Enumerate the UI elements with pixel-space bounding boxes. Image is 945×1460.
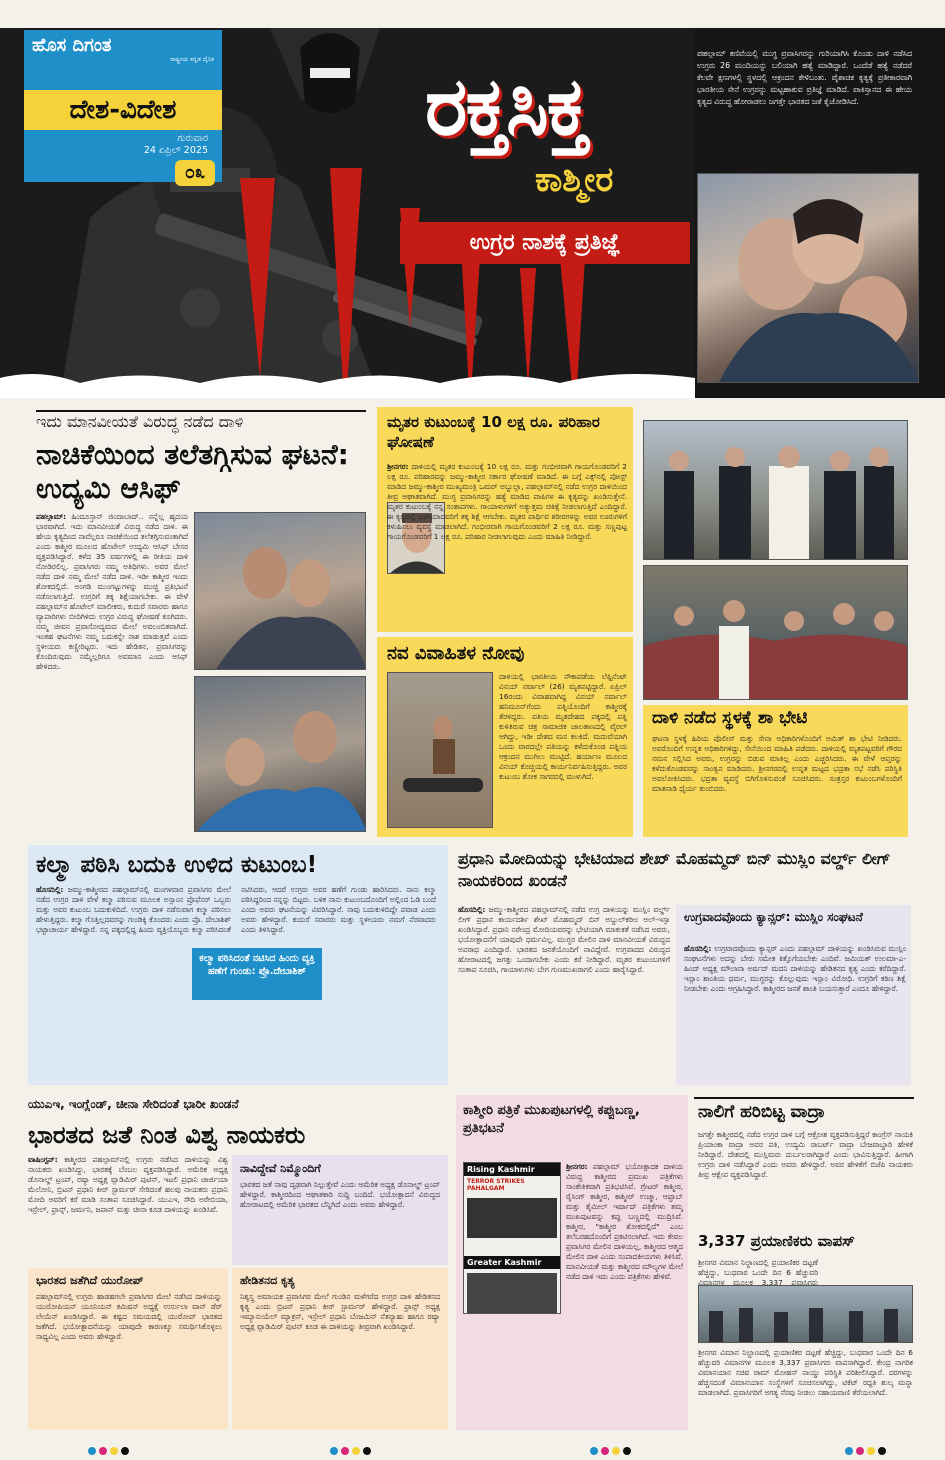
story5-dateline: ಹೊಸದಿಲ್ಲಿ: xyxy=(36,885,64,894)
paper-tagline: ರಾಷ್ಟ್ರೀಯ ಕನ್ನಡ ದೈನಿಕ xyxy=(170,56,214,63)
story1-dateline: ಪಹಲ್ಗಾಮ್: xyxy=(36,512,67,521)
story4-body: ಘಟನಾ ಸ್ಥಳಕ್ಕೆ ಹಿರಿಯ ಪೊಲೀಸ್ ಮತ್ತು ಸೇನಾ ಅಧಿಕಾರಿಗಳೊಂದಿಗೆ ಅಮಿತ್ ಶಾ ಭೇಟಿ ನೀಡಿದರು. ಅವರೊಂದಿಗೆ ಉನ್ನತ ಅಧಿಕಾರಿಗಳಿದ್ದು, ಸೇನೆಯಿಂದ ಮಾಹಿತಿ ಪಡೆದರು. ದಾಳಿಯಲ್ಲಿ ಮೃತಪಟ್ಟವರಿಗೆ ಗೌರವ ನಮನ ಸಲ್ಲಿಸಿದ ಅವರು, ಉಗ್ರರನ್ನು ಬಿಡುವ ಮಾತಿಲ್ಲ ಎಂದು ಎಚ್ಚರಿಸಿದರು. ಈ ವೇಳೆ ಆಪ್ತರನ್ನು ಕಳೆದುಕೊಂಡವರನ್ನು ಸಾಂತ್ವನ ಮಾಡಿದರು. ಶ್ರೀನಗರದಲ್ಲಿ ಉನ್ನತ ಮಟ್ಟದ ಭದ್ರತಾ ಸಭೆ ನಡೆಸಿ ಪರಿಸ್ಥಿತಿ ಅವಲೋಕಿಸಿದರು. ಭದ್ರತಾ ವ್ಯವಸ್ಥೆ ಬಿಗಿಗೊಳಿಸುವಂತೆ ಸೂಚಿಸಿದರು. ಸಂತ್ರಸ್ತರ ಕುಟುಂಬಗಳೊಂದಿಗೆ ಮಾತನಾಡಿ ಧೈರ್ಯ ತುಂಬಿದರು. xyxy=(652,734,902,793)
story8-text: ಕಾಶ್ಮೀರದ ಪಹಲ್ಗಾಮ್‌ನಲ್ಲಿ ಉಗ್ರರು ನಡೆಸಿದ ದಾಳಿಯನ್ನು ವಿಶ್ವ ನಾಯಕರು ಖಂಡಿಸಿದ್ದು, ಭಾರತಕ್ಕೆ ಬೆಂಬಲ ವ್ಯಕ್ತಪಡಿಸಿದ್ದಾರೆ. ಅಮೆರಿಕ ಅಧ್ಯಕ್ಷ ಡೊನಾಲ್ಡ್ ಟ್ರಂಪ್, ರಷ್ಯಾ ಅಧ್ಯಕ್ಷ ವ್ಲಾಡಿಮಿರ್ ಪುಟಿನ್, ಇಟಲಿ ಪ್ರಧಾನಿ ಜಾರ್ಜಿಯಾ ಮೆಲೋನಿ, ಬ್ರಿಟನ್ ಪ್ರಧಾನಿ ಕೀರ್ ಸ್ಟಾರ್ಮರ್ ಸೇರಿದಂತೆ ಹಲವು ನಾಯಕರು ಪ್ರಧಾನಿ ಮೋದಿ ಅವರಿಗೆ ಕರೆ ಮಾಡಿ ಸಂತಾಪ ಸೂಚಿಸಿದ್ದಾರೆ. ಯುಎಇ, ಸೌದಿ ಅರೇಬಿಯಾ, ಇಸ್ರೇಲ್, ಫ್ರಾನ್ಸ್, ಜರ್ಮನಿ, ಜಪಾನ್ ಮತ್ತು ಚೀನಾ ಕೂಡ ದಾಳಿಯನ್ನು ಖಂಡಿಸಿವೆ. xyxy=(28,1155,228,1214)
story6-dateline: ಹೊಸದಿಲ್ಲಿ: xyxy=(458,905,486,914)
story3-body: ದಾಳಿಯಲ್ಲಿ ಭಾರತೀಯ ನೌಕಾಪಡೆಯ ಲೆಫ್ಟಿನೆಂಟ್ ವಿನಯ್ ನರ್ವಾಲ್ (26) ಮೃತಪಟ್ಟಿದ್ದಾರೆ. ಏಪ್ರಿಲ್ 16ರಂದು ವಿವಾಹವಾಗಿದ್ದ ವಿನಯ್ ನರ್ವಾಲ್ ಹನಿಮೂನ್‌ಗೆಂದು ಪತ್ನಿಯೊಂದಿಗೆ ಕಾಶ್ಮೀರಕ್ಕೆ ತೆರಳಿದ್ದರು. ಪತಿಯ ಮೃತದೇಹದ ಪಕ್ಕದಲ್ಲಿ ಪತ್ನಿ ಕುಳಿತಿರುವ ಚಿತ್ರ ಸಾಮಾಜಿಕ ಜಾಲತಾಣದಲ್ಲಿ ವೈರಲ್ ಆಗಿದ್ದು, ಇಡೀ ದೇಶದ ಮನ ಕಲಕಿದೆ. ಮದುವೆಯಾಗಿ ಒಂದು ವಾರದಲ್ಲೇ ಪತಿಯನ್ನು ಕಳೆದುಕೊಂಡ ಪತ್ನಿಯ ಆಕ್ರಂದನ ಮುಗಿಲು ಮುಟ್ಟಿದೆ. ಹರ್ಯಾಣ ಮೂಲದ ವಿನಯ್ ಕೊಚ್ಚಿಯಲ್ಲಿ ಕಾರ್ಯನಿರ್ವಹಿಸುತ್ತಿದ್ದರು. ಅವರ ಕುಟುಂಬ ಶೋಕ ಸಾಗರದಲ್ಲಿ ಮುಳುಗಿದೆ. xyxy=(499,672,627,781)
story9-headline[interactable]: ನಾವಿದ್ದೇವೆ ನಿಮ್ಮೊಂದಿಗೆ xyxy=(240,1162,321,1175)
story14-headline[interactable]: 3,337 ಪ್ರಯಾಣಿಕರು ವಾಪಸ್ xyxy=(698,1232,855,1250)
story14-body: ಶ್ರೀನಗರ ವಿಮಾನ ನಿಲ್ದಾಣದಲ್ಲಿ ಪ್ರಯಾಣಿಕರ ದಟ್ಟಣೆ ಹೆಚ್ಚಿದ್ದು, ಬುಧವಾರ ಒಂದೇ ದಿನ 6 ಹೆಚ್ಚುವರಿ ವಿಮಾನಗಳ ಮೂಲಕ 3,337 ಪ್ರವಾಸಿಗರು ವಾಪಸಾಗಿದ್ದಾರೆ. ಕೇಂದ್ರ ನಾಗರಿಕ ವಿಮಾನಯಾನ ಸಚಿವ ರಾಮ್ ಮೋಹನ್ ನಾಯ್ಡು ಪರಿಸ್ಥಿತಿ ಪರಿಶೀಲಿಸಿದ್ದಾರೆ. ದರಗಳನ್ನು ಹೆಚ್ಚಿಸದಂತೆ ವಿಮಾನಯಾನ ಸಂಸ್ಥೆಗಳಿಗೆ ಸೂಚಿಸಲಾಗಿದ್ದು, ಟಿಕೆಟ್ ರದ್ದತಿ ಶುಲ್ಕ ಮನ್ನಾ ಮಾಡಲಾಗಿದೆ. ಪ್ರವಾಸಿಗರಿಗೆ ಅಗತ್ಯ ನೆರವು ನೀಡಲು ಸಹಾಯವಾಣಿ ತೆರೆಯಲಾಗಿದೆ. xyxy=(698,1348,913,1397)
airport-crowd-photo xyxy=(699,1286,913,1343)
story7-dateline: ಹೊಸದಿಲ್ಲಿ: xyxy=(684,944,712,953)
story2-body xyxy=(387,462,627,627)
story14-photo[interactable] xyxy=(698,1285,913,1343)
story13-body: ಜಗತ್ತೇ ಕಾಶ್ಮೀರದಲ್ಲಿ ನಡೆದ ಉಗ್ರರ ದಾಳಿ ಬಗ್ಗೆ ಆಕ್ರೋಶ ವ್ಯಕ್ತಪಡಿಸುತ್ತಿದ್ದರೆ ಕಾಂಗ್ರೆಸ್ ನಾಯಕಿ ಪ್ರಿಯಾಂಕಾ ವಾದ್ರಾ ಅವರ ಪತಿ, ಉದ್ಯಮಿ ರಾಬರ್ಟ್ ವಾದ್ರಾ ಬೇಜವಾಬ್ದಾರಿ ಹೇಳಿಕೆ ನೀಡಿದ್ದಾರೆ. ದೇಶದಲ್ಲಿ ಮುಸ್ಲಿಮರು ದುರ್ಬಲರಾಗಿದ್ದಾರೆ ಎಂದು ಭಾವಿಸುತ್ತಿದ್ದಾರೆ. ಹೀಗಾಗಿ ಉಗ್ರರು ದಾಳಿ ನಡೆಸಿದ್ದಾರೆ ಎಂದು ಅವರು ಹೇಳಿದ್ದಾರೆ. ಅವರ ಹೇಳಿಕೆಗೆ ಬಿಜೆಪಿ ನಾಯಕರು ತೀವ್ರ ಆಕ್ಷೇಪ ವ್ಯಕ್ತಪಡಿಸಿದ್ದಾರೆ. xyxy=(698,1130,913,1179)
story1-photo-1[interactable] xyxy=(194,512,366,670)
story10-body: ಪಹಲ್ಗಾಮ್‌ನಲ್ಲಿ ಉಗ್ರರು ಹಾಡಹಗಲೇ ಪ್ರವಾಸಿಗರ ಮೇಲೆ ನಡೆಸಿದ ದಾಳಿಯನ್ನು ಯುರೋಪಿಯನ್ ಯೂನಿಯನ್ ಕಮಿಷನ್ ಅಧ್ಯಕ್ಷೆ ಉರ್ಸುಲಾ ವಾನ್ ಡೆರ್ ಲೇಯೆನ್ ಖಂಡಿಸಿದ್ದಾರೆ. ಈ ಕಷ್ಟದ ಸಮಯದಲ್ಲಿ ಯುರೋಪ್ ಭಾರತದ ಜತೆಗಿದೆ. ಭಯೋತ್ಪಾದನೆಯನ್ನು ಯಾವುದೇ ಕಾರಣಕ್ಕೂ ಸಮರ್ಥಿಸಿಕೊಳ್ಳಲು ಸಾಧ್ಯವಿಲ್ಲ ಎಂದು ಅವರು ಹೇಳಿದ್ದಾರೆ. xyxy=(36,1292,222,1341)
lead-intro: ಪಹಲ್ಗಾಮ್ ಕಣಿವೆಯಲ್ಲಿ ಮುಗ್ಧ ಪ್ರವಾಸಿಗರನ್ನು ಗುರಿಯಾಗಿಸಿ ಕೊಂಡು ದಾಳಿ ನಡೆಸಿದ ಉಗ್ರರು 26 ಮಂದಿಯನ್ನು ಬಲಿಯಾಗಿ ಹತ್ಯೆ ಮಾಡಿದ್ದಾರೆ. ಒಂದೆಡೆ ಹತ್ಯೆ ನಡೆದರೆ ಕೆಲವೇ ಕ್ಷಣಗಳಲ್ಲಿ ಸ್ಥಳದಲ್ಲಿ ಆಕ್ರಂದನ ಕೇಳಿಬಂತು. ಪೈಶಾಚಿಕ ಕೃತ್ಯಕ್ಕೆ ಪ್ರತೀಕಾರವಾಗಿ ಭಾರತೀಯ ಸೇನೆ ಉಗ್ರರನ್ನು ಮಟ್ಟಹಾಕುವ ಪ್ರತಿಜ್ಞೆ ಮಾಡಿದೆ. ಪಾಕಿಸ್ತಾನದ ಈ ಹೇಯ ಕೃತ್ಯದ ವಿರುದ್ಧ ಹೋರಾಡಲು ಜಗತ್ತೇ ಭಾರತದ ಜತೆ ಕೈಜೋಡಿಸಿದೆ. xyxy=(697,49,912,106)
story5-headline[interactable]: ಕಲ್ಮಾ ಪಠಿಸಿ ಬದುಕಿ ಉಳಿದ ಕುಟುಂಬ! xyxy=(36,852,318,878)
story12-headline[interactable]: ಕಾಶ್ಮೀರಿ ಪತ್ರಿಕೆ ಮುಖಪುಟಗಳಲ್ಲಿ ಕಪ್ಪುಬಣ್ಣ, ಪ್ರತಿಭಟನೆ xyxy=(463,1103,640,1136)
story2-text: ದಾಳಿಯಲ್ಲಿ ಮೃತರ ಕುಟುಂಬಕ್ಕೆ 10 ಲಕ್ಷ ರೂ. ಮತ್ತು ಗಂಭೀರವಾಗಿ ಗಾಯಗೊಂಡವರಿಗೆ 2 ಲಕ್ಷ ರೂ. ಪರಿಹಾರವನ್ನು ಜಮ್ಮು-ಕಾಶ್ಮೀರ ಸರ್ಕಾರ ಘೋಷಣೆ ಮಾಡಿದೆ. ಈ ಬಗ್ಗೆ ಎಕ್ಸ್‌ನಲ್ಲಿ ಪೋಸ್ಟ್ ಮಾಡಿದ ಜಮ್ಮು-ಕಾಶ್ಮೀರ ಮುಖ್ಯಮಂತ್ರಿ ಒಮರ್ ಅಬ್ದುಲ್ಲಾ, ಪಹಲ್ಗಾಮ್‌ನಲ್ಲಿ ನಡೆದ ಉಗ್ರರ ದಾಳಿಯಿಂದ ತೀವ್ರ ಆಘಾತವಾಗಿದೆ. ಮುಗ್ಧ ಪ್ರವಾಸಿಗರನ್ನು ಹತ್ಯೆ ಮಾಡಿದ ಪಾಪಿಗಳ ಈ ಕೃತ್ಯವನ್ನು ಖಂಡಿಸುತ್ತೇನೆ. ಮೃತರ ಕುಟುಂಬಕ್ಕೆ ನನ್ನ ಸಂತಾಪಗಳು. ಗಾಯಾಳುಗಳಿಗೆ ಅತ್ಯುತ್ತಮ ಚಿಕಿತ್ಸೆ ನೀಡಲಾಗುತ್ತಿದೆ ಎಂದಿದ್ದಾರೆ. ಈ ಕೃತ್ಯದಲ್ಲಿ ಭಾಗಿಯಾದವರಿಗೆ ತಕ್ಕ ಶಿಕ್ಷೆ ಆಗಬೇಕು. ಮೃತರ ಪಾರ್ಥಿವ ಶರೀರಗಳನ್ನು ಅವರ ಊರುಗಳಿಗೆ ಕಳುಹಿಸಲು ವ್ಯವಸ್ಥೆ ಮಾಡಲಾಗಿದೆ. ಗಂಭೀರವಾಗಿ ಗಾಯಗೊಂಡವರಿಗೆ 2 ಲಕ್ಷ ರೂ. ಮತ್ತು ಸಣ್ಣಪುಟ್ಟ ಗಾಯಗೊಂಡವರಿಗೆ 1 ಲಕ್ಷ ರೂ. ಪರಿಹಾರ ನೀಡಲಾಗುವುದು ಎಂದು ಮಾಹಿತಿ ನೀಡಿದ್ದಾರೆ. xyxy=(387,462,627,541)
story3-headline[interactable]: ನವ ವಿವಾಹಿತಳ ನೋವು xyxy=(387,643,525,664)
story12-newspaper-image[interactable] xyxy=(463,1162,561,1314)
story9-body: ಭಾರತದ ಜತೆ ನಾವು ದೃಢವಾಗಿ ನಿಲ್ಲುತ್ತೇವೆ ಎಂದು ಅಮೆರಿಕ ಅಧ್ಯಕ್ಷ ಡೊನಾಲ್ಡ್ ಟ್ರಂಪ್ ಹೇಳಿದ್ದಾರೆ. ಕಾಶ್ಮೀರದಿಂದ ಆಘಾತಕಾರಿ ಸುದ್ದಿ ಬಂದಿದೆ. ಭಯೋತ್ಪಾದನೆ ವಿರುದ್ಧದ ಹೋರಾಟದಲ್ಲಿ ಅಮೆರಿಕ ಭಾರತದ ಬೆನ್ನಿಗಿದೆ ಎಂದು ಅವರು ಹೇಳಿದ್ದಾರೆ. xyxy=(240,1180,440,1209)
officials-walking-photo xyxy=(644,421,908,560)
story1-text: ಹಿಂದೂಸ್ತಾನ್ ಜಿಂದಾಬಾದ್.. ನನ್ನೆಲ್ಲ ಹೃದಯ ಭಾರವಾಗಿದೆ. ಇದು ಮಾನವೀಯತೆ ವಿರುದ್ಧ ನಡೆದ ದಾಳಿ. ಈ ಹೇಯ ಕೃತ್ಯದಿಂದ ನಾವೆಲ್ಲರೂ ನಾಚಿಕೆಯಿಂದ ತಲೆತಗ್ಗಿಸುವಂತಾಗಿದೆ ಎಂದು ಕಾಶ್ಮೀರ ಮೂಲದ ಹೊಟೇಲ್ ಉದ್ಯಮಿ ಆಸಿಫ್ ಬೇಸರ ವ್ಯಕ್ತಪಡಿಸಿದ್ದಾರೆ. ಕಳೆದ 35 ವರ್ಷಗಳಲ್ಲಿ ಈ ರೀತಿಯ ದಾಳಿ ನೋಡಿರಲಿಲ್ಲ. ಪ್ರವಾಸಿಗರು ನಮ್ಮ ಅತಿಥಿಗಳು. ಅವರ ಮೇಲೆ ನಡೆದ ದಾಳಿ ನಮ್ಮ ಮೇಲೆ ನಡೆದ ದಾಳಿ. ಇಡೀ ಕಾಶ್ಮೀರ ಇಂದು ಶೋಕದಲ್ಲಿದೆ. ಅಂಗಡಿ ಮುಂಗಟ್ಟುಗಳನ್ನು ಮುಚ್ಚಿ ಪ್ರತಿಭಟನೆ ನಡೆಸಲಾಗುತ್ತಿದೆ. ಉಗ್ರರಿಗೆ ತಕ್ಕ ಶಿಕ್ಷೆಯಾಗಬೇಕು. ಈ ವೇಳೆ ಪಹಲ್ಗಾಮ್‌ನ ಹೊಟೇಲ್ ಮಾಲೀಕರು, ಕುದುರೆ ಸವಾರರು ಹಾಗೂ ವ್ಯಾಪಾರಿಗಳು ಬೀದಿಗಿಳಿದು ಉಗ್ರರ ವಿರುದ್ಧ ಘೋಷಣೆ ಕೂಗಿದರು. ನಮ್ಮ ಜೀವನ ಪ್ರವಾಸೋದ್ಯಮದ ಮೇಲೆ ಅವಲಂಬಿತವಾಗಿದೆ. ಇಂತಹ ಘಟನೆಗಳು ನಮ್ಮ ಬದುಕನ್ನೇ ನಾಶ ಮಾಡುತ್ತವೆ ಎಂದು ಸ್ಥಳೀಯರು ಕಣ್ಣೀರಿಟ್ಟರು. ಇದು ಹೇಡಿತನ, ಪ್ರವಾಸಿಗರನ್ನು ಕೊಂದಿರುವುದು ನಮ್ಮೆಲ್ಲರಿಗೂ ಅವಮಾನ ಎಂದು ಆಸಿಫ್ ಹೇಳಿದರು. xyxy=(36,512,188,671)
story2-dateline: ಶ್ರೀನಗರ: xyxy=(387,462,409,471)
widow-beside-husband-photo xyxy=(388,673,493,828)
story7-text: ಉಗ್ರವಾದವೊಂದು ಕ್ಯಾನ್ಸರ್ ಎಂದು ಪಹಲ್ಗಾಮ್ ದಾಳಿಯನ್ನು ಖಂಡಿಸಿರುವ ಮುಸ್ಲಿಂ ಸಂಘಟನೆಗಳು ಅದನ್ನು ಬೇರು ಸಮೇತ ಕಿತ್ತೊಗೆಯಬೇಕು ಎಂದಿವೆ. ಜಮಿಯತ್ ಉಲಮಾ-ಎ-ಹಿಂದ್ ಅಧ್ಯಕ್ಷ ಮೌಲಾನಾ ಅರ್ಷದ್ ಮದನಿ ದಾಳಿಯನ್ನು ಹೇಡಿತನದ ಕೃತ್ಯ ಎಂದು ಕರೆದಿದ್ದಾರೆ. ಇಸ್ಲಾಂ ಶಾಂತಿಯ ಧರ್ಮ, ಮುಗ್ಧರನ್ನು ಕೊಲ್ಲುವುದು ಇಸ್ಲಾಂ ವಿರೋಧಿ. ಉಗ್ರರಿಗೆ ಕಠಿಣ ಶಿಕ್ಷೆ ನೀಡಬೇಕು ಎಂದು ಆಗ್ರಹಿಸಿದ್ದಾರೆ. ಕಾಶ್ಮೀರದ ಜನತೆ ಶಾಂತಿ ಬಯಸುತ್ತಾರೆ ಎಂದೂ ಹೇಳಿದ್ದಾರೆ. xyxy=(684,944,906,993)
story1-body xyxy=(36,512,188,832)
section-title: ದೇಶ-ವಿದೇಶ xyxy=(24,90,222,130)
story5-text: ಜಮ್ಮು-ಕಾಶ್ಮೀರದ ಪಹಲ್ಗಾಮ್‌ನಲ್ಲಿ ಮಂಗಳವಾರ ಪ್ರವಾಸಿಗರ ಮೇಲೆ ನಡೆದ ಉಗ್ರರ ದಾಳಿ ವೇಳೆ ಕಲ್ಮಾ ಪಠಿಸುವ ಮೂಲಕ ಅಸ್ಸಾಂನ ಪ್ರೊಫೆಸರ್ ಒಬ್ಬರು ಮತ್ತು ಅವರ ಕುಟುಂಬ ಬದುಕುಳಿದಿದೆ. ಉಗ್ರರು ದಾಳಿ ನಡೆಸುವಾಗ ಕಲ್ಮಾ ಪಠಿಸಲು ಹೇಳುತ್ತಿದ್ದರು. ಕಲ್ಮಾ ಗೊತ್ತಿಲ್ಲದವರನ್ನು ಗುಂಡಿಕ್ಕಿ ಕೊಂದರು ಎಂದು ಪ್ರೊ. ದೇಬಾಶಿಶ್ ಭಟ್ಟಾಚಾರ್ಯ ಹೇಳಿದ್ದಾರೆ. ನನ್ನ ಪಕ್ಕದಲ್ಲಿದ್ದ ಹಿಂದು ವ್ಯಕ್ತಿಯೊಬ್ಬರು ಕಲ್ಮಾ ಪಠಿಸಿದಂತೆ ನಟಿಸಿದರು, ಆದರೆ ಉಗ್ರರು ಅವರ ಹಣೆಗೆ ಗುಂಡು ಹಾರಿಸಿದರು. ನಾನು ಕಲ್ಮಾ ಪಠಿಸಿದ್ದರಿಂದ ನನ್ನನ್ನು ಬಿಟ್ಟರು. ಬಳಿಕ ನಾನು ಕುಟುಂಬದೊಂದಿಗೆ ಅಲ್ಲಿಂದ ಓಡಿ ಬಂದೆ ಎಂದು ಅವರು ಘಟನೆಯನ್ನು ವಿವರಿಸಿದ್ದಾರೆ. ನಾವು ಬದುಕುಳಿದಿದ್ದೇ ಪವಾಡ ಎಂದು ಅವರು ಹೇಳಿದ್ದಾರೆ. ಕುದುರೆ ಸವಾರರು ಮತ್ತು ಸ್ಥಳೀಯರು ನಮಗೆ ನೆರವಾದರು ಎಂದು ತಿಳಿಸಿದ್ದಾರೆ. xyxy=(36,885,436,934)
issue-day: ಗುರುವಾರ xyxy=(177,133,208,144)
story7-headline[interactable]: ಉಗ್ರವಾದವೊಂದು ಕ್ಯಾನ್ಸರ್: ಮುಸ್ಲಿಂ ಸಂಘಟನೆ xyxy=(684,910,863,924)
page-number-value: ೦೩ xyxy=(175,160,215,186)
story7-body xyxy=(684,944,906,1080)
lead-photo[interactable] xyxy=(697,173,919,383)
story10-headline[interactable]: ಭಾರತದ ಜತೆಗಿದೆ ಯುರೋಪ್ xyxy=(36,1274,144,1287)
story11-headline[interactable]: ಹೇಡಿತನದ ಕೃತ್ಯ xyxy=(240,1274,295,1287)
shah-meets-victims-photo xyxy=(644,566,908,700)
story12-text: ಪಹಲ್ಗಾಮ್ ಭಯೋತ್ಪಾದಕ ದಾಳಿಯ ವಿರುದ್ಧ ಕಾಶ್ಮೀರದ ಪ್ರಮುಖ ಪತ್ರಿಕೆಗಳು ಸಾಂಕೇತಿಕವಾಗಿ ಪ್ರತಿಭಟಿಸಿವೆ. ಗ್ರೇಟರ್ ಕಾಶ್ಮೀರ, ರೈಸಿಂಗ್ ಕಾಶ್ಮೀರ, ಕಾಶ್ಮೀರ್ ಉಜ್ಮಾ, ಆಫ್ತಾಬ್ ಮತ್ತು ತೈಮೀಲ್ ಇರ್ಷಾದ್ ಪತ್ರಿಕೆಗಳು ತಮ್ಮ ಮುಖಪುಟವನ್ನು ಕಪ್ಪು ಬಣ್ಣದಲ್ಲಿ ಮುದ್ರಿಸಿವೆ. ಕಾಶ್ಮೀರ, "ಕಾಶ್ಮೀರ ಶೋಕದಲ್ಲಿದೆ" ಎಂಬ ತಲೆಬರಹದೊಂದಿಗೆ ಪ್ರಕಟಿಸಲಾಗಿದೆ. ಇದು ಕೇವಲ ಪ್ರವಾಸಿಗರ ಮೇಲಿನ ದಾಳಿಯಲ್ಲ, ಕಾಶ್ಮೀರದ ಆತ್ಮದ ಮೇಲಿನ ದಾಳಿ ಎಂದು ಸಂಪಾದಕೀಯಗಳು ತಿಳಿಸಿವೆ. ಮಾನವೀಯತೆ ಮತ್ತು ಕಾಶ್ಮೀರದ ಮೌಲ್ಯಗಳ ಮೇಲೆ ನಡೆದ ದಾಳಿ ಇದು ಎಂದು ಪತ್ರಿಕೆಗಳು ಹೇಳಿವೆ. xyxy=(566,1162,683,1281)
paper-name: ಹೊಸ ದಿಗಂತ xyxy=(32,35,112,56)
injured-woman-photo xyxy=(195,677,366,832)
lead-subtitle: ಕಾಶ್ಮೀರ xyxy=(535,160,614,200)
story8-dateline: ವಾಷಿಂಗ್ಟನ್: xyxy=(28,1155,58,1164)
story2-headline[interactable]: ಮೃತರ ಕುಟುಂಬಕ್ಕೆ 10 ಲಕ್ಷ ರೂ. ಪರಿಹಾರ ಘೋಷಣೆ xyxy=(387,413,600,451)
registration-marks-4 xyxy=(845,1440,889,1459)
lead-title: ರಕ್ತಸಿಕ್ತ xyxy=(425,60,588,153)
story6-body xyxy=(458,905,670,1083)
grieving-family-photo xyxy=(698,174,919,383)
story12-dateline: ಶ್ರೀನಗರ: xyxy=(566,1162,588,1171)
story1-headline[interactable]: ನಾಚಿಕೆಯಿಂದ ತಲೆತಗ್ಗಿಸುವ ಘಟನೆ: ಉದ್ಯಮಿ ಆಸಿಫ್ xyxy=(36,438,349,505)
story4-headline[interactable]: ದಾಳಿ ನಡೆದ ಸ್ಥಳಕ್ಕೆ ಶಾ ಭೇಟಿ xyxy=(652,708,808,728)
newspaper-masthead-2: Greater Kashmir xyxy=(464,1256,560,1269)
story1-kicker: ಇದು ಮಾನವೀಯತೆ ವಿರುದ್ಧ ನಡೆದ ದಾಳಿ xyxy=(36,410,366,436)
lead-tagline: ಉಗ್ರರ ನಾಶಕ್ಕೆ ಪ್ರತಿಜ್ಞೆ xyxy=(400,222,690,264)
story11-body: ನಿಶ್ಶಸ್ತ್ರ ಅಮಾಯಕ ಪ್ರವಾಸಿಗರ ಮೇಲೆ ಗುಂಡಿನ ಮಳೆಗರೆದ ಉಗ್ರರ ದಾಳಿ ಹೇಡಿತನದ ಕೃತ್ಯ ಎಂದು ಬ್ರಿಟನ್ ಪ್ರಧಾನಿ ಕೀರ್ ಸ್ಟಾರ್ಮರ್ ಹೇಳಿದ್ದಾರೆ. ಫ್ರಾನ್ಸ್ ಅಧ್ಯಕ್ಷ ಇಮ್ಯಾನುಯೆಲ್ ಮ್ಯಾಕ್ರನ್, ಇಸ್ರೇಲ್ ಪ್ರಧಾನಿ ಬೆಂಜಮಿನ್ ನೆತನ್ಯಾಹು ಹಾಗೂ ರಷ್ಯಾ ಅಧ್ಯಕ್ಷ ವ್ಲಾಡಿಮಿರ್ ಪುಟಿನ್ ಕೂಡ ಈ ದಾಳಿಯನ್ನು ತೀವ್ರವಾಗಿ ಖಂಡಿಸಿದ್ದಾರೆ. xyxy=(240,1292,440,1331)
newspaper-black-block-2 xyxy=(467,1273,557,1313)
story8-kicker: ಯುಎಇ, ಇಂಗ್ಲೆಂಡ್, ಚೀನಾ ಸೇರಿದಂತೆ ಭಾರೀ ಖಂಡನೆ xyxy=(28,1097,239,1111)
paper-logo[interactable] xyxy=(24,30,222,90)
story3-photo[interactable] xyxy=(387,672,493,828)
registration-marks-3 xyxy=(590,1440,634,1459)
story5-pull-quote: ಕಲ್ಮಾ ಪಠಿಸಿದಂತೆ ನಟಿಸಿದ ಹಿಂದು ವ್ಯಕ್ತಿ ಹಣೆಗೆ ಗುಂಡು: ಪ್ರೊ.ದೇಬಾಶಿಶ್ xyxy=(192,948,322,1000)
story4-photo[interactable] xyxy=(643,565,908,700)
newspaper-headline-1: TERROR STRIKES PAHALGAM xyxy=(467,1178,525,1192)
story14-body-top: ಶ್ರೀನಗರ ವಿಮಾನ ನಿಲ್ದಾಣದಲ್ಲಿ ಪ್ರಯಾಣಿಕರ ದಟ್ಟಣೆ ಹೆಚ್ಚಿದ್ದು, ಬುಧವಾರ ಒಂದೇ ದಿನ 6 ಹೆಚ್ಚುವರಿ ವಿಮಾನಗಳ ಮೂಲಕ 3,337 ಪ್ರವಾಸಿಗರು xyxy=(698,1258,818,1286)
issue-date: 24 ಏಪ್ರಿಲ್ 2025 xyxy=(143,145,208,156)
registration-marks-1 xyxy=(88,1440,132,1459)
registration-marks-2 xyxy=(330,1440,374,1459)
story6-headline[interactable]: ಪ್ರಧಾನಿ ಮೋದಿಯನ್ನು ಭೇಟಿಯಾದ ಶೇಖ್ ಮೊಹಮ್ಮದ್ ಬಿನ್ ಮುಸ್ಲಿಂ ವರ್ಲ್ಡ್ ಲೀಗ್ ನಾಯಕರಿಂದ ಖಂಡನೆ xyxy=(458,849,891,890)
story8-body xyxy=(28,1155,228,1265)
story12-body xyxy=(566,1162,683,1314)
story13-headline[interactable]: ನಾಲಿಗೆ ಹರಿಬಿಟ್ಟ ವಾದ್ರಾ xyxy=(698,1102,826,1122)
mourning-men-photo xyxy=(195,513,366,670)
story8-headline[interactable]: ಭಾರತದ ಜತೆ ನಿಂತ ವಿಶ್ವ ನಾಯಕರು xyxy=(28,1121,306,1149)
page-number xyxy=(175,158,215,186)
newspaper-masthead-1: Rising Kashmir xyxy=(464,1163,560,1176)
story2-side-photo[interactable] xyxy=(643,420,908,560)
story1-photo-2[interactable] xyxy=(194,676,366,832)
story6-text: ಜಮ್ಮು-ಕಾಶ್ಮೀರದ ಪಹಲ್ಗಾಮ್‌ನಲ್ಲಿ ನಡೆದ ಉಗ್ರ ದಾಳಿಯನ್ನು ಮುಸ್ಲಿಂ ವರ್ಲ್ಡ್ ಲೀಗ್ ಪ್ರಧಾನ ಕಾರ್ಯದರ್ಶಿ ಶೇಖ್ ಮೊಹಮ್ಮದ್ ಬಿನ್ ಅಬ್ದುಲ್‌ಕರೀಂ ಅಲ್-ಇಸ್ಸಾ ಖಂಡಿಸಿದ್ದಾರೆ. ಪ್ರಧಾನಿ ನರೇಂದ್ರ ಮೋದಿಯವರನ್ನು ಭೇಟಿಯಾಗಿ ಮಾತುಕತೆ ನಡೆಸಿದ ಅವರು, ಭಯೋತ್ಪಾದನೆಗೆ ಯಾವುದೇ ಧರ್ಮವಿಲ್ಲ. ಮುಗ್ಧರ ಮೇಲಿನ ದಾಳಿ ಮಾನವೀಯತೆ ವಿರುದ್ಧದ ಅಪರಾಧ ಎಂದಿದ್ದಾರೆ. ಭಾರತದ ಜನತೆಯೊಂದಿಗೆ ನಾವಿದ್ದೇವೆ. ಉಗ್ರವಾದದ ವಿರುದ್ಧದ ಹೋರಾಟದಲ್ಲಿ ಜಗತ್ತು ಒಂದಾಗಬೇಕು ಎಂದು ಕರೆ ನೀಡಿದ್ದಾರೆ. ಮೃತರ ಕುಟುಂಬಗಳಿಗೆ ಸಂತಾಪ ಸೂಚಿಸಿ, ಗಾಯಾಳುಗಳು ಬೇಗ ಗುಣಮುಖರಾಗಲಿ ಎಂದು ಹಾರೈಸಿದ್ದಾರೆ. xyxy=(458,905,670,974)
story13-rule xyxy=(694,1097,914,1099)
newspaper-black-block xyxy=(467,1198,557,1238)
